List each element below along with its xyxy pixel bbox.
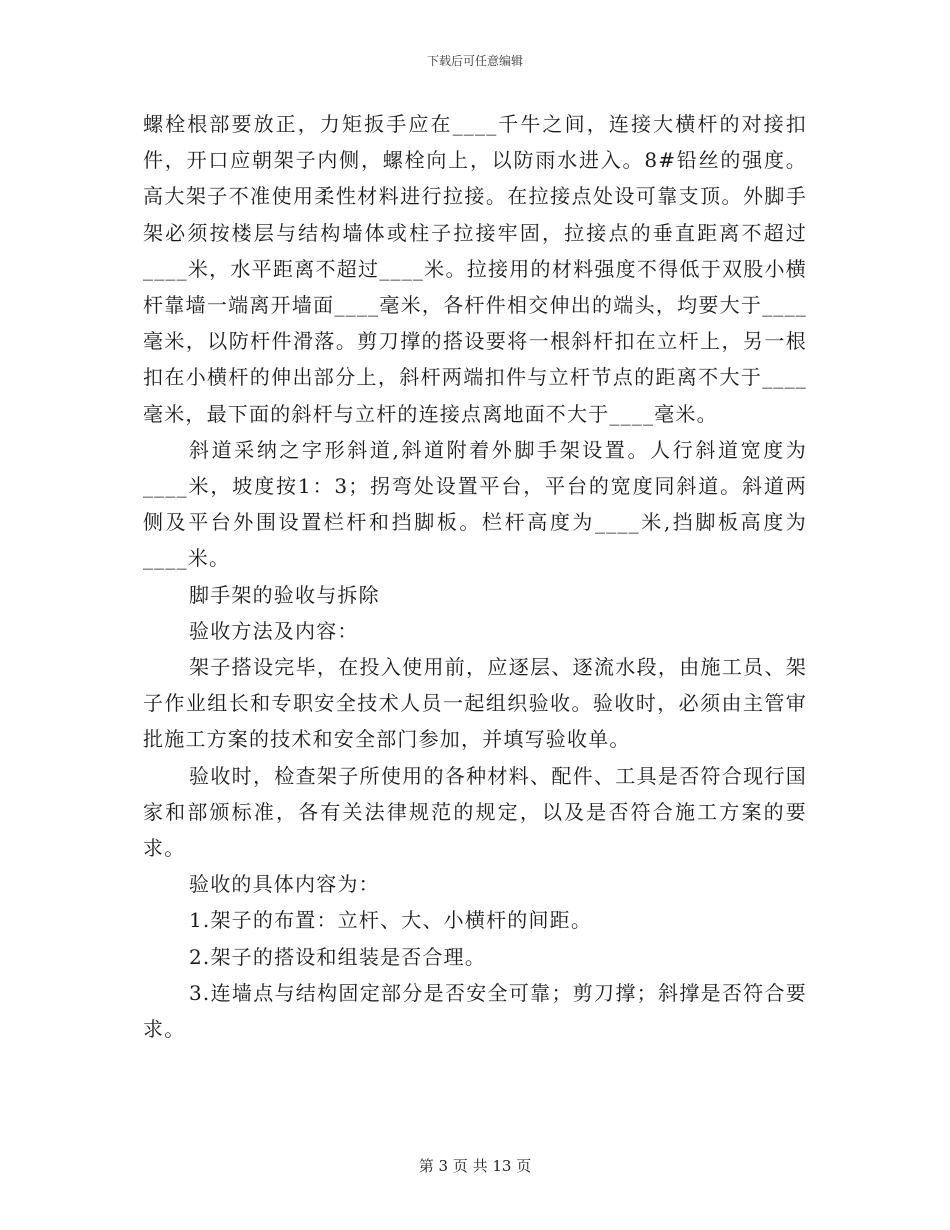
- page-header: 下载后可任意编辑: [426, 54, 523, 68]
- document-body: [143, 106, 807, 1047]
- page-number: 第 3 页 共 13 页: [418, 1157, 532, 1175]
- list-item-2: 2.架子的搭设和组装是否合理。: [189, 944, 487, 969]
- subsection-heading: 验收方法及内容：: [189, 618, 359, 643]
- list-intro: 验收的具体内容为：: [189, 872, 380, 897]
- list-item-3: 3.连墙点与结构固定部分是否安全可靠；剪刀撑；斜撑是否符合要求。: [143, 980, 807, 1042]
- paragraph-inspection: 验收时，检查架子所使用的各种材料、配件、工具是否符合现行国家和部颁标准，各有关法律规范的规定，以及是否符合施工方案的要求。: [143, 763, 807, 861]
- paragraph-acceptance: 架子搭设完毕，在投入使用前，应逐层、逐流水段，由施工员、架子作业组长和专职安全技术人员一起组织验收。验收时，必须由主管审批施工方案的技术和安全部门参加，并填写验收单。: [143, 655, 807, 752]
- paragraph-tightening: 螺栓根部要放正，力矩扳手应在____千牛之间，连接大横杆的对接扣件，开口应朝架子内侧，螺栓向上，以防雨水进入。8#铅丝的强度。高大架子不准使用柔性材料进行拉接。在拉接点处设可靠支顶。外脚手架必须按楼层与结构墙体或柱子拉接牢固，拉接点的垂直距离不超过____米，水平距离不超过____米。拉接用的材料强度不得低于双股小横杆靠墙一端离开墙面____毫米，各杆件相交伸出的端头，均要大于____毫米，以防杆件滑落。剪刀撑的搭设要将一根斜杆扣在立杆上，另一根扣在小横杆的伸出部分上，斜杆两端扣件与立杆节点的距离不大于____毫米，最下面的斜杆与立杆的连接点离地面不大于____毫米。: [143, 112, 807, 426]
- list-item-1: 1.架子的布置：立杆、大、小横杆的间距。: [189, 908, 593, 933]
- paragraph-ramp: 斜道采纳之字形斜道,斜道附着外脚手架设置。人行斜道宽度为____米，坡度按1：3；拐弯处设置平台，平台的宽度同斜道。斜道两侧及平台外围设置栏杆和挡脚板。栏杆高度为____米,挡脚板高度为____米。: [143, 437, 807, 571]
- section-heading: 脚手架的验收与拆除: [189, 582, 380, 607]
